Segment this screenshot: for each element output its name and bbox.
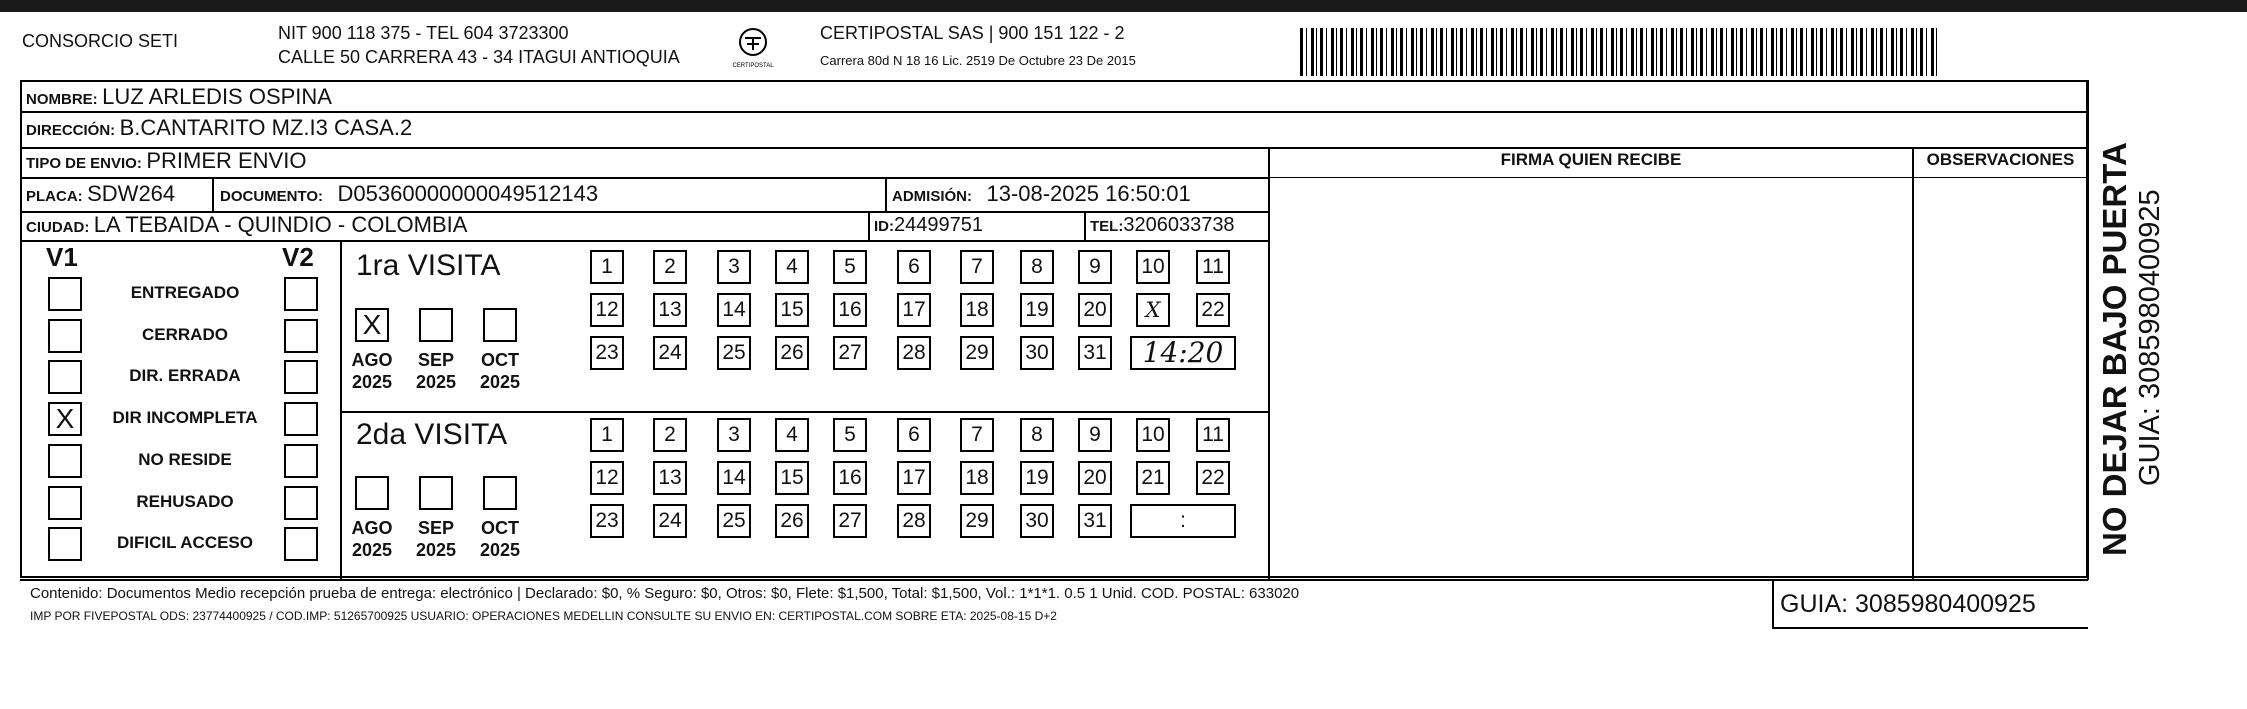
status-v1-checkbox[interactable] (48, 527, 82, 561)
visit2-month-checkbox[interactable] (355, 476, 389, 510)
tel-field (1090, 212, 1235, 240)
footer-imp-line: IMP POR FIVEPOSTAL ODS: 23774400925 / COD.IMP: 51265700925 USUARIO: OPERACIONES MEDELLIN CONSULTE SU ENVIO EN: CERTIPOSTAL.COM SOBRE ETA: 2025-08-15 D+2 (30, 609, 1057, 623)
status-label: REHUSADO (136, 491, 234, 511)
visit2-day-box[interactable]: 1 (590, 418, 624, 452)
admision-field (892, 181, 1191, 210)
documento-field (220, 181, 598, 210)
visit2-day-box[interactable]: 22 (1196, 461, 1230, 495)
certipostal-line: CERTIPOSTAL SAS | 900 151 122 - 2 (820, 23, 1125, 43)
visit1-year-label: 2025 (415, 372, 457, 392)
certipostal-subline: Carrera 80d N 18 16 Lic. 2519 De Octubre 23 De 2015 (820, 53, 1136, 68)
visit1-day-box[interactable]: 12 (590, 293, 624, 327)
status-v1-checkbox[interactable] (48, 277, 82, 311)
visit1-day-box[interactable]: 9 (1078, 250, 1112, 284)
status-label: ENTREGADO (130, 283, 240, 302)
visit2-day-box[interactable]: 27 (833, 504, 867, 538)
visit1-day-box[interactable]: 30 (1020, 336, 1054, 370)
visit1-day-box[interactable]: 7 (960, 250, 994, 284)
ciudad-field (26, 212, 467, 241)
status-v2-checkbox[interactable] (284, 402, 318, 436)
status-v2-checkbox[interactable] (284, 486, 318, 520)
footer-content-line: Contenido: Documentos Medio recepción prueba de entrega: electrónico | Declarado: $0, % Seguro: $0, Otros: $0, Flete: $1,500, Total: $1,500, Vol.: 1*1*1. 0.5 1 Unid. COD. POSTAL: 633020 (30, 585, 1300, 602)
barcode (1300, 28, 1940, 76)
visit1-day-box[interactable]: 20 (1078, 293, 1112, 327)
visit1-time-box[interactable]: 14:20 (1130, 336, 1236, 370)
visit2-day-box[interactable]: 14 (717, 461, 751, 495)
status-v1-checkbox[interactable]: X (48, 402, 82, 436)
side-guia: GUIA: 3085980400925 (2134, 189, 2166, 486)
visit2-day-box[interactable]: 15 (775, 461, 809, 495)
visit1-day-box[interactable]: 1 (590, 250, 624, 284)
visit2-day-box[interactable]: 13 (653, 461, 687, 495)
ciudad-value: LA TEBAIDA - QUINDIO - COLOMBIA (93, 212, 468, 237)
visit2-day-box[interactable]: 31 (1078, 504, 1112, 538)
svg-text:CERTIPOSTAL: CERTIPOSTAL (732, 63, 774, 69)
id-value: 24499751 (894, 214, 983, 236)
visit2-day-box[interactable]: 16 (833, 461, 867, 495)
status-v1-checkbox[interactable] (48, 444, 82, 478)
visit1-day-box[interactable]: 29 (960, 336, 994, 370)
visit1-day-box[interactable]: 3 (717, 250, 751, 284)
status-v2-checkbox[interactable] (284, 444, 318, 478)
status-label: DIR. ERRADA (129, 366, 241, 386)
nombre-row (26, 84, 332, 113)
tipo-label: TIPO DE ENVIO: (26, 155, 142, 172)
visit1-day-box[interactable]: 13 (653, 293, 687, 327)
visit1-day-box[interactable]: 15 (775, 293, 809, 327)
certipostal-logo (725, 26, 781, 70)
status-v2-checkbox[interactable] (284, 527, 318, 561)
visit1-day-box[interactable]: 24 (653, 336, 687, 370)
nombre-value: LUZ ARLEDIS OSPINA (102, 84, 332, 109)
visit2-day-box[interactable]: 24 (653, 504, 687, 538)
status-v1-checkbox[interactable] (48, 360, 82, 394)
visit1-day-box[interactable]: 10 (1136, 250, 1170, 284)
visit1-month-label: OCT (481, 350, 519, 370)
visit2-day-box[interactable]: 18 (960, 461, 994, 495)
visit2-day-box[interactable]: 5 (833, 418, 867, 452)
visit1-day-box[interactable]: 27 (833, 336, 867, 370)
firma-header: FIRMA QUIEN RECIBE (1500, 150, 1682, 169)
nit-line: NIT 900 118 375 - TEL 604 3723300 (278, 23, 569, 43)
visit1-day-box[interactable]: 25 (717, 336, 751, 370)
visit2-month-label: OCT (481, 518, 519, 538)
placa-field (26, 181, 175, 210)
visit1-month-checkbox[interactable]: X (355, 308, 389, 342)
status-v2-checkbox[interactable] (284, 277, 318, 311)
visit1-day-box[interactable]: 31 (1078, 336, 1112, 370)
visit2-year-label: 2025 (351, 540, 393, 560)
visit2-year-label: 2025 (479, 540, 521, 560)
ciudad-label: CIUDAD: (26, 219, 90, 236)
visit1-day-box[interactable]: 16 (833, 293, 867, 327)
visit2-title: 2da VISITA (356, 418, 508, 451)
no-dejar-warning: NO DEJAR BAJO PUERTA (2096, 142, 2133, 556)
visit2-day-box[interactable]: 23 (590, 504, 624, 538)
visit2-month-checkbox[interactable] (483, 476, 517, 510)
direccion-value: B.CANTARITO MZ.I3 CASA.2 (119, 115, 413, 140)
visit1-month-label: SEP (417, 350, 455, 370)
visit1-day-box[interactable]: 2 (653, 250, 687, 284)
visit2-month-label: AGO (351, 518, 393, 538)
status-label: NO RESIDE (138, 449, 232, 469)
status-label: CERRADO (142, 324, 228, 344)
visit1-day-box[interactable]: 14 (717, 293, 751, 327)
status-v2-checkbox[interactable] (284, 319, 318, 353)
id-label: ID: (874, 218, 894, 235)
visit1-year-label: 2025 (351, 372, 393, 392)
visit1-day-box[interactable]: 23 (590, 336, 624, 370)
visit2-day-box[interactable]: 3 (717, 418, 751, 452)
visit1-year-label: 2025 (479, 372, 521, 392)
address-line: CALLE 50 CARRERA 43 - 34 ITAGUI ANTIOQUIA (278, 47, 680, 67)
status-v2-checkbox[interactable] (284, 360, 318, 394)
tipo-row (26, 148, 306, 177)
documento-label: DOCUMENTO: (220, 188, 324, 205)
visit1-day-box[interactable]: 6 (897, 250, 931, 284)
visit2-day-box[interactable]: 20 (1078, 461, 1112, 495)
visit1-month-label: AGO (351, 350, 393, 370)
visit2-day-box[interactable]: 2 (653, 418, 687, 452)
status-label: DIR INCOMPLETA (112, 408, 258, 428)
nombre-label: NOMBRE: (26, 91, 98, 108)
visit2-day-box[interactable]: 25 (717, 504, 751, 538)
observaciones-header: OBSERVACIONES (1926, 150, 2075, 169)
visit1-day-box[interactable]: 8 (1020, 250, 1054, 284)
visit1-day-box[interactable]: 11 (1196, 250, 1230, 284)
visit1-month-checkbox[interactable] (419, 308, 453, 342)
id-field (874, 212, 983, 240)
tel-label: TEL: (1090, 218, 1124, 235)
visit2-month-checkbox[interactable] (419, 476, 453, 510)
visit2-day-box[interactable]: 6 (897, 418, 931, 452)
footer-guia: GUIA: 3085980400925 (1780, 590, 2036, 618)
visit1-day-box[interactable]: X (1136, 293, 1170, 327)
visit1-month-checkbox[interactable] (483, 308, 517, 342)
visit2-day-box[interactable]: 30 (1020, 504, 1054, 538)
admision-value: 13-08-2025 16:50:01 (986, 181, 1191, 206)
visit1-day-box[interactable]: 26 (775, 336, 809, 370)
visit1-day-box[interactable]: 4 (775, 250, 809, 284)
visit2-day-box[interactable]: 19 (1020, 461, 1054, 495)
visit1-day-box[interactable]: 22 (1196, 293, 1230, 327)
tipo-value: PRIMER ENVIO (146, 148, 307, 173)
visit1-day-box[interactable]: 17 (897, 293, 931, 327)
status-v1-checkbox[interactable] (48, 319, 82, 353)
visit2-day-box[interactable]: 17 (897, 461, 931, 495)
documento-value: D05360000000049512143 (337, 181, 599, 206)
visit2-time-box[interactable]: : (1130, 504, 1236, 538)
visit2-day-box[interactable]: 26 (775, 504, 809, 538)
visit2-day-box[interactable]: 29 (960, 504, 994, 538)
visit2-day-box[interactable]: 11 (1196, 418, 1230, 452)
visit2-day-box[interactable]: 9 (1078, 418, 1112, 452)
admision-label: ADMISIÓN: (892, 188, 972, 205)
placa-value: SDW264 (87, 181, 176, 206)
visit2-day-box[interactable]: 4 (775, 418, 809, 452)
visit1-day-box[interactable]: 5 (833, 250, 867, 284)
visit2-day-box[interactable]: 7 (960, 418, 994, 452)
visit1-title: 1ra VISITA (356, 249, 501, 282)
status-label: DIFICIL ACCESO (116, 533, 253, 553)
visit1-day-box[interactable]: 19 (1020, 293, 1054, 327)
status-v1-checkbox[interactable] (48, 486, 82, 520)
top-border (0, 0, 2247, 12)
v2-label: V2 (282, 242, 314, 272)
visit1-day-box[interactable]: 28 (897, 336, 931, 370)
visit2-day-box[interactable]: 28 (897, 504, 931, 538)
tel-value: 3206033738 (1123, 214, 1235, 236)
direccion-label: DIRECCIÓN: (26, 122, 116, 139)
visit2-month-label: SEP (417, 518, 455, 538)
visit2-day-box[interactable]: 12 (590, 461, 624, 495)
visit2-year-label: 2025 (415, 540, 457, 560)
visit2-day-box[interactable]: 10 (1136, 418, 1170, 452)
v1-label: V1 (46, 242, 78, 272)
visit1-day-box[interactable]: 18 (960, 293, 994, 327)
visit2-day-box[interactable]: 8 (1020, 418, 1054, 452)
visit2-day-box[interactable]: 21 (1136, 461, 1170, 495)
company-name: CONSORCIO SETI (22, 31, 179, 51)
direccion-row (26, 115, 412, 144)
placa-label: PLACA: (26, 188, 83, 205)
